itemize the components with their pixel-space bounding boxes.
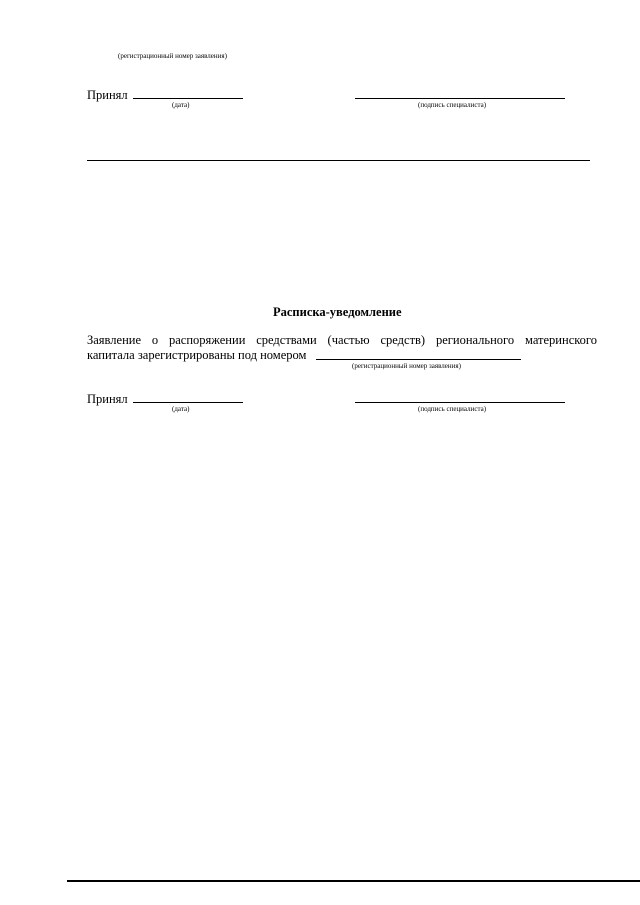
receipt-title: Расписка-уведомление (273, 305, 402, 319)
receipt-body-line2: капитала зарегистрированы под номером (87, 348, 307, 362)
accepted-label: Принял (87, 392, 128, 406)
cut-line (87, 160, 590, 161)
date-caption: (дата) (172, 405, 190, 413)
reg-number-caption: (регистрационный номер заявления) (352, 362, 461, 370)
signature-line (355, 402, 565, 403)
reg-number-caption-top: (регистрационный номер заявления) (118, 52, 227, 60)
signature-caption: (подпись специалиста) (418, 405, 487, 413)
date-line (133, 402, 243, 403)
reg-number-line (316, 359, 521, 360)
accepted-label-top: Принял (87, 88, 128, 102)
signature-caption-top: (подпись специалиста) (418, 101, 487, 109)
signature-line-top (355, 98, 565, 99)
date-caption-top: (дата) (172, 101, 190, 109)
bottom-border-line (67, 880, 640, 882)
date-line-top (133, 98, 243, 99)
receipt-body-line1: Заявление о распоряжении средствами (частью средств) регионального материнского (87, 333, 597, 347)
